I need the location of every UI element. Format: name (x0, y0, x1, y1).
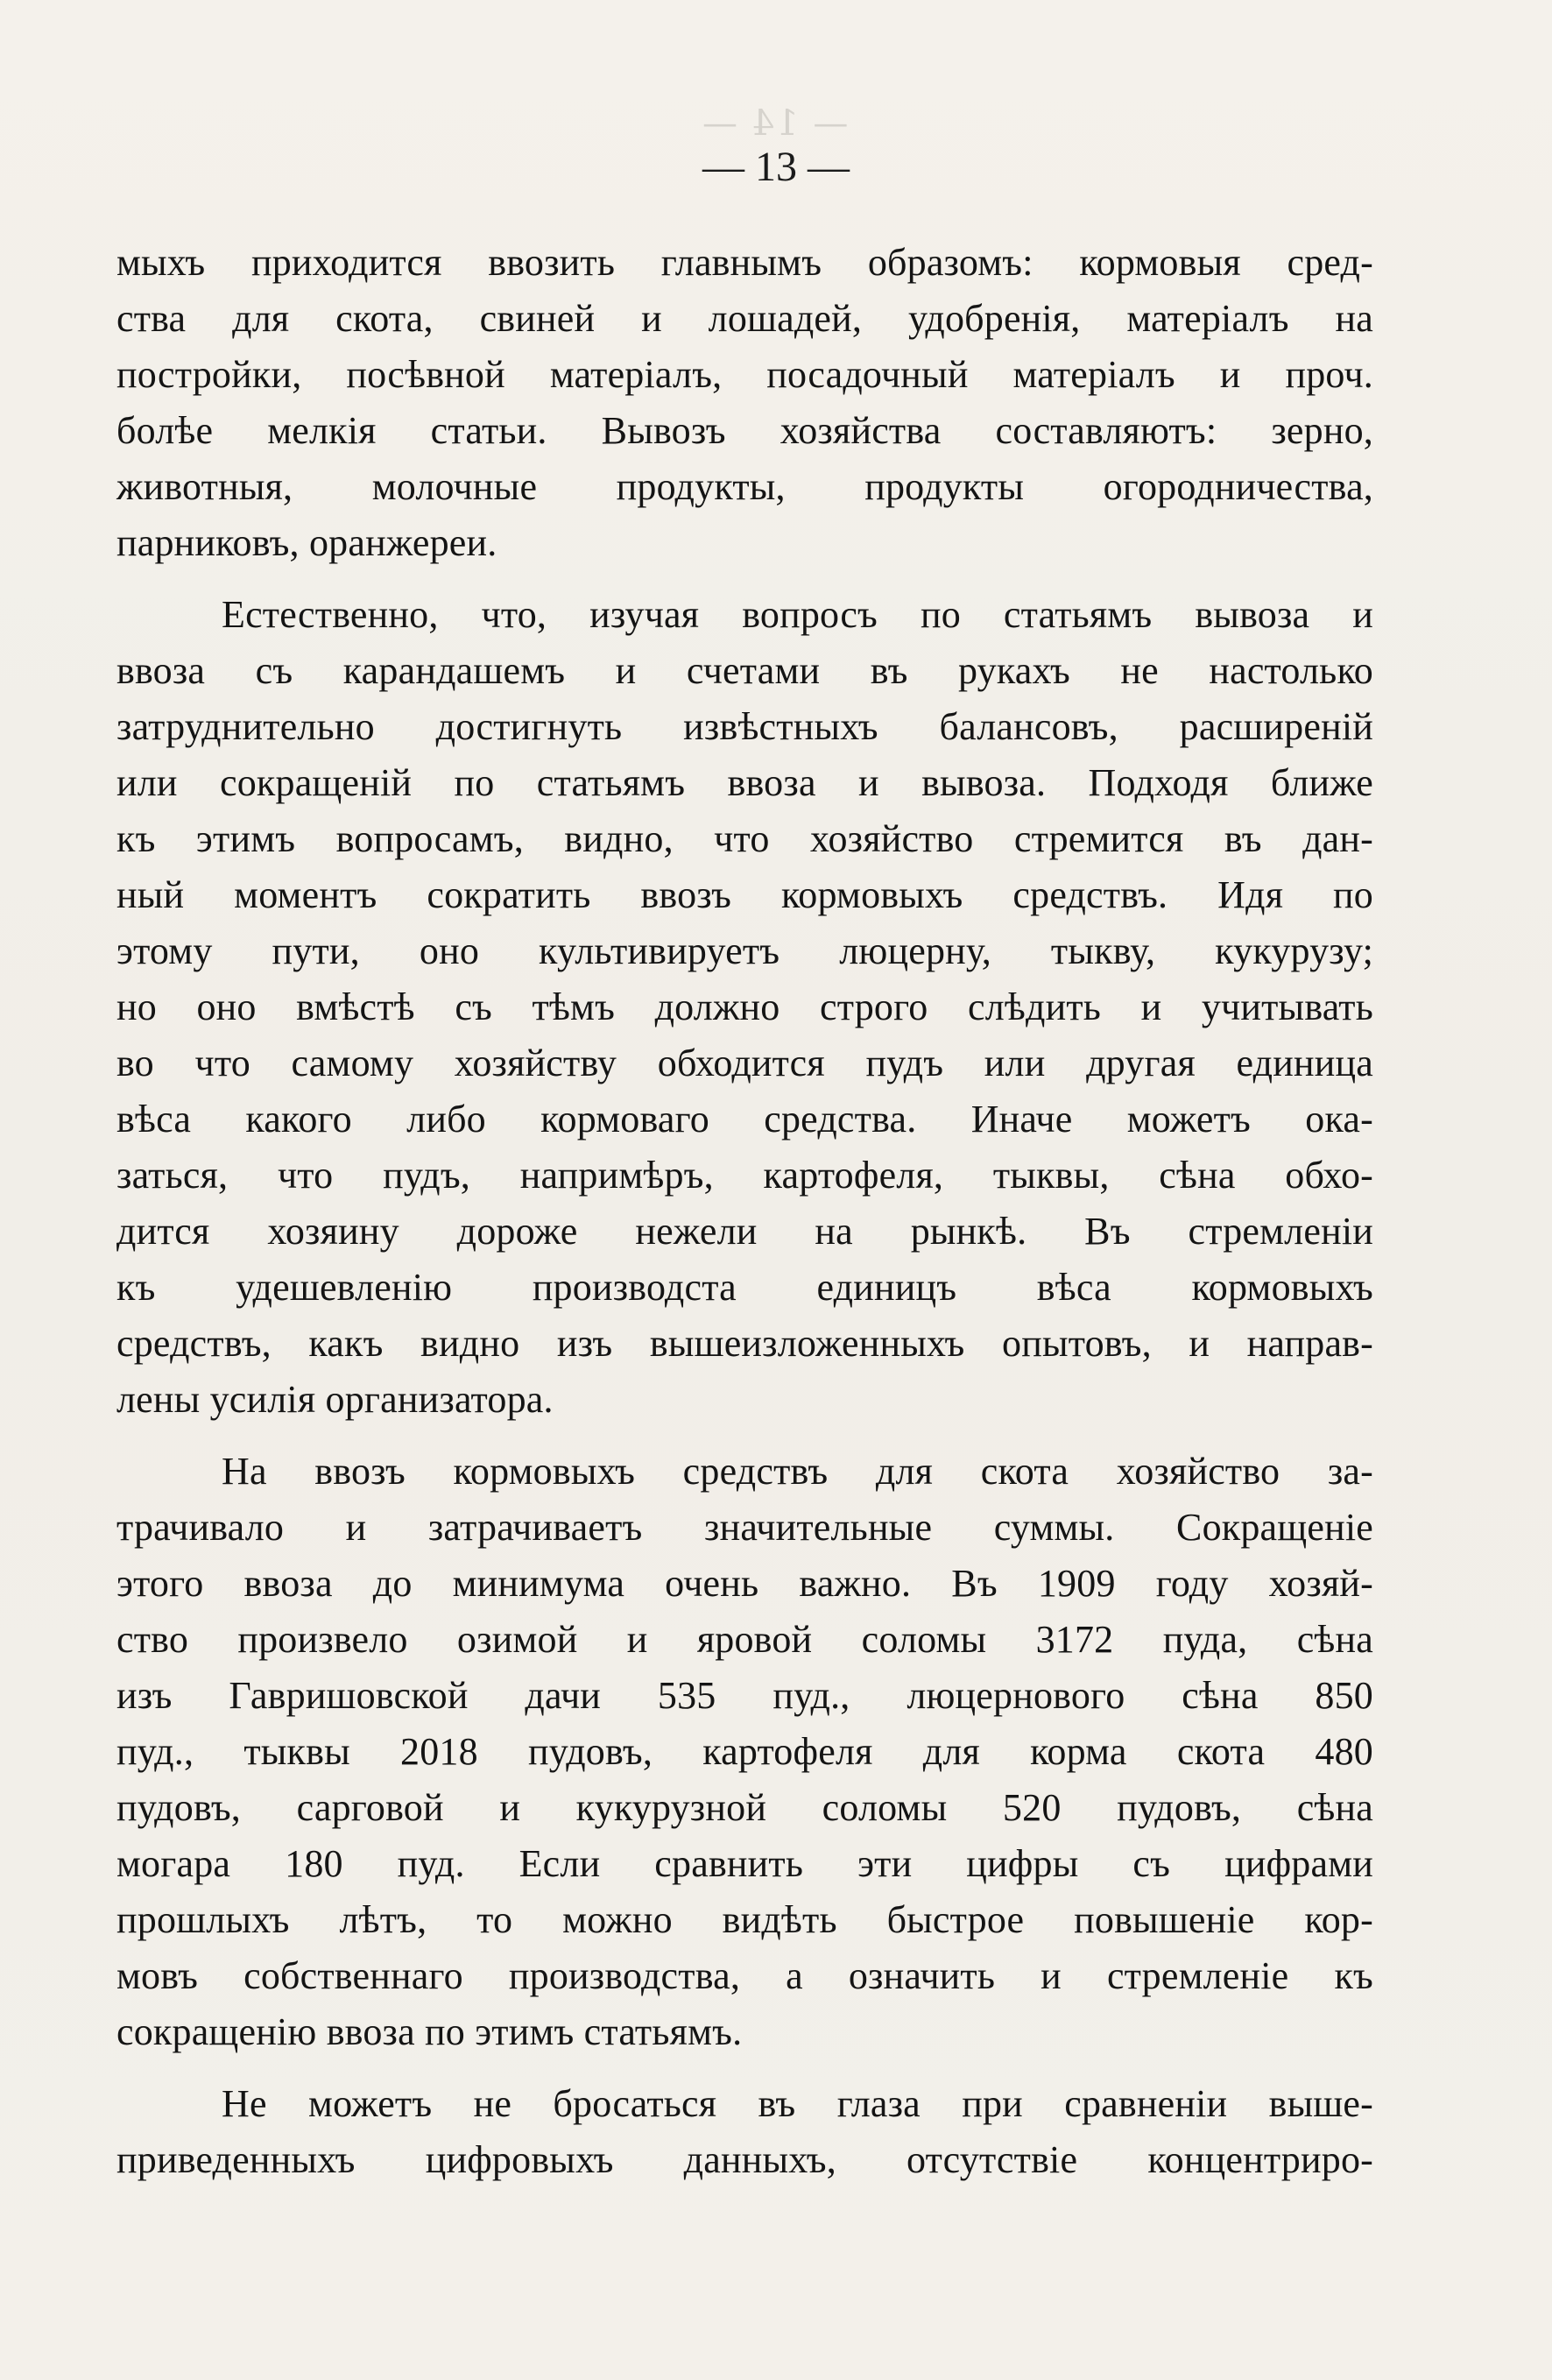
text-line: лены усилія организатора. (116, 1378, 554, 1421)
text-line: ввоза съ карандашемъ и счетами въ рукахъ не настолько (116, 649, 1373, 692)
text-line: На ввозъ кормовыхъ средствъ для скота хозяйство за- (222, 1450, 1373, 1493)
text-line: изъ Гавришовской дачи 535 пуд., люцернового сѣна 850 (116, 1674, 1373, 1717)
paragraph-gap (116, 2060, 1373, 2076)
text-line: дится хозяину дороже нежели на рынкѣ. Въ стремленіи (116, 1210, 1373, 1253)
text-line: Естественно, что, изучая вопросъ по статьямъ вывоза и (222, 593, 1373, 636)
text-line: парниковъ, оранжереи. (116, 521, 497, 564)
text-line: приведенныхъ цифровыхъ данныхъ, отсутствіе концентриро- (116, 2138, 1373, 2181)
text-line: Не можетъ не бросаться въ глаза при сравненіи выше- (222, 2082, 1373, 2125)
text-line: трачивало и затрачиваетъ значительные суммы. Сокращеніе (116, 1506, 1373, 1549)
text-line: прошлыхъ лѣтъ, то можно видѣть быстрое повышеніе кор- (116, 1898, 1373, 1941)
text-line: или сокращеній по статьямъ ввоза и вывоза. Подходя ближе (116, 761, 1373, 804)
text-line: мыхъ приходится ввозить главнымъ образомъ: кормовыя сред- (116, 241, 1373, 284)
paragraph (116, 2076, 1373, 2188)
text-line: этому пути, оно культивируетъ люцерну, тыкву, кукурузу; (116, 929, 1373, 972)
text-line: могара 180 пуд. Если сравнить эти цифры съ цифрами (116, 1842, 1373, 1885)
page-number: — 13 — (702, 144, 850, 190)
paragraph-gap (116, 571, 1373, 587)
paragraph-gap (116, 1428, 1373, 1444)
text-line: сокращенію ввоза по этимъ статьямъ. (116, 2010, 743, 2053)
text-line: ство произвело озимой и яровой соломы 3172 пуда, сѣна (116, 1618, 1373, 1661)
paragraph (116, 587, 1373, 1428)
text-line: пудовъ, сарговой и кукурузной соломы 520 пудовъ, сѣна (116, 1786, 1373, 1829)
text-line: болѣе мелкія статьи. Вывозъ хозяйства составляютъ: зерно, (116, 409, 1373, 452)
text-line: во что самому хозяйству обходится пудъ или другая единица (116, 1042, 1373, 1084)
text-line: затруднительно достигнуть извѣстныхъ балансовъ, расширеній (116, 705, 1373, 748)
text-line: пуд., тыквы 2018 пудовъ, картофеля для корма скота 480 (116, 1730, 1373, 1773)
text-line: но оно вмѣстѣ съ тѣмъ должно строго слѣдить и учитывать (116, 985, 1373, 1028)
text-line: ный моментъ сократить ввозъ кормовыхъ средствъ. Идя по (116, 873, 1373, 916)
text-line: мовъ собственнаго производства, а означить и стремленіе къ (116, 1954, 1373, 1997)
text-line: постройки, посѣвной матеріалъ, посадочный матеріалъ и проч. (116, 353, 1373, 396)
text-line: вѣса какого либо кормоваго средства. Иначе можетъ ока- (116, 1098, 1373, 1141)
text-line: ства для скота, свиней и лошадей, удобренія, матеріалъ на (116, 297, 1373, 340)
text-line: этого ввоза до минимума очень важно. Въ 1909 году хозяй- (116, 1562, 1373, 1605)
body-text (116, 235, 1373, 2188)
paragraph (116, 235, 1373, 571)
text-line: средствъ, какъ видно изъ вышеизложенныхъ опытовъ, и направ- (116, 1322, 1373, 1365)
text-line: къ этимъ вопросамъ, видно, что хозяйство стремится въ дан- (116, 817, 1373, 860)
text-line: заться, что пудъ, напримѣръ, картофеля, тыквы, сѣна обхо- (116, 1154, 1373, 1197)
text-line: животныя, молочные продукты, продукты огородничества, (116, 465, 1373, 508)
bleed-through-page-number: — 14 — (701, 103, 849, 144)
text-line: къ удешевленію производста единицъ вѣса кормовыхъ (116, 1266, 1373, 1309)
paragraph (116, 1444, 1373, 2060)
